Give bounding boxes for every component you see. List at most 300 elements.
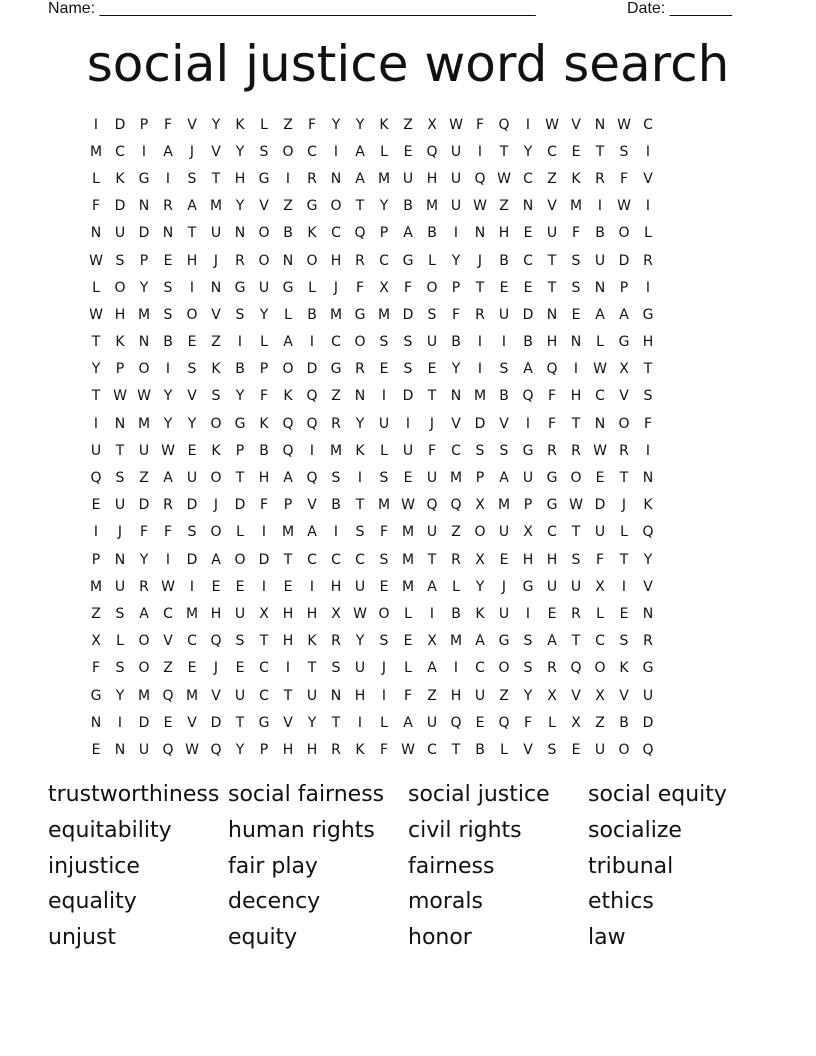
grid-letter[interactable]: O [354, 334, 366, 351]
grid-letter[interactable]: D [258, 551, 270, 568]
grid-letter[interactable]: N [546, 306, 558, 323]
grid-letter[interactable]: M [137, 415, 151, 432]
grid-letter[interactable]: F [427, 442, 437, 459]
grid-letter[interactable]: Q [474, 170, 486, 187]
grid-letter[interactable]: C [355, 551, 365, 568]
grid-letter[interactable]: S [571, 279, 581, 296]
grid-letter[interactable]: Y [475, 578, 485, 595]
grid-letter[interactable]: Q [306, 415, 318, 432]
grid-letter[interactable]: S [115, 470, 125, 487]
grid-letter[interactable]: Y [451, 361, 461, 378]
grid-letter[interactable]: Z [139, 470, 149, 487]
grid-letter[interactable]: H [354, 687, 366, 704]
grid-letter[interactable]: G [258, 714, 270, 731]
grid-letter[interactable]: W [185, 741, 199, 758]
grid-letter[interactable]: I [453, 660, 459, 677]
grid-letter[interactable]: T [211, 170, 221, 187]
grid-letter[interactable]: F [259, 497, 269, 514]
grid-letter[interactable]: C [259, 687, 269, 704]
grid-letter[interactable]: Y [451, 252, 461, 269]
grid-letter[interactable]: R [331, 633, 341, 650]
grid-letter[interactable]: E [283, 578, 293, 595]
grid-letter[interactable]: N [642, 605, 654, 622]
grid-letter[interactable]: K [283, 388, 293, 405]
grid-letter[interactable]: E [379, 578, 389, 595]
grid-letter[interactable]: Q [90, 470, 102, 487]
grid-letter[interactable]: E [403, 633, 413, 650]
grid-letter[interactable]: G [138, 170, 150, 187]
grid-letter[interactable]: Y [259, 306, 269, 323]
grid-letter[interactable]: T [235, 470, 245, 487]
grid-letter[interactable]: I [381, 388, 387, 405]
grid-letter[interactable]: U [426, 470, 438, 487]
grid-letter[interactable]: H [426, 170, 438, 187]
grid-letter[interactable]: W [401, 497, 415, 514]
grid-letter[interactable]: Q [162, 741, 174, 758]
grid-letter[interactable]: S [571, 551, 581, 568]
grid-letter[interactable]: H [282, 605, 294, 622]
grid-letter[interactable]: Q [522, 388, 534, 405]
grid-letter[interactable]: D [306, 361, 318, 378]
grid-letter[interactable]: E [91, 741, 101, 758]
grid-letter[interactable]: I [165, 361, 171, 378]
grid-letter[interactable]: I [357, 714, 363, 731]
grid-letter[interactable]: J [117, 524, 123, 541]
grid-letter[interactable]: T [355, 497, 365, 514]
grid-letter[interactable]: R [163, 497, 173, 514]
grid-letter[interactable]: I [309, 578, 315, 595]
grid-letter[interactable]: M [329, 442, 343, 459]
grid-letter[interactable]: L [380, 143, 388, 160]
grid-letter[interactable]: S [619, 143, 629, 160]
grid-letter[interactable]: A [523, 361, 533, 378]
grid-letter[interactable]: O [282, 361, 294, 378]
grid-letter[interactable]: E [619, 605, 629, 622]
grid-letter[interactable]: K [571, 170, 581, 187]
grid-letter[interactable]: A [163, 470, 173, 487]
grid-letter[interactable]: R [139, 578, 149, 595]
grid-letter[interactable]: N [90, 225, 102, 242]
grid-letter[interactable]: Q [426, 497, 438, 514]
grid-letter[interactable]: A [427, 660, 437, 677]
grid-letter[interactable]: E [547, 605, 557, 622]
grid-letter[interactable]: L [404, 660, 412, 677]
grid-letter[interactable]: Q [210, 633, 222, 650]
grid-letter[interactable]: N [114, 551, 126, 568]
grid-letter[interactable]: Z [595, 714, 605, 731]
grid-letter[interactable]: O [570, 470, 582, 487]
grid-letter[interactable]: A [355, 170, 365, 187]
grid-letter[interactable]: K [475, 605, 485, 622]
grid-letter[interactable]: H [498, 225, 510, 242]
grid-letter[interactable]: S [163, 306, 173, 323]
grid-letter[interactable]: Y [187, 415, 197, 432]
grid-letter[interactable]: D [642, 714, 654, 731]
grid-letter[interactable]: T [547, 279, 557, 296]
grid-letter[interactable]: V [283, 714, 293, 731]
grid-letter[interactable]: O [306, 252, 318, 269]
grid-letter[interactable]: I [309, 442, 315, 459]
grid-letter[interactable]: I [189, 578, 195, 595]
grid-letter[interactable]: C [331, 551, 341, 568]
grid-letter[interactable]: Z [499, 198, 509, 215]
grid-letter[interactable]: M [401, 551, 415, 568]
grid-letter[interactable]: T [331, 714, 341, 731]
grid-letter[interactable]: Z [91, 605, 101, 622]
grid-letter[interactable]: K [307, 225, 317, 242]
grid-letter[interactable]: F [163, 116, 173, 133]
grid-letter[interactable]: T [571, 524, 581, 541]
grid-letter[interactable]: F [403, 279, 413, 296]
grid-letter[interactable]: A [547, 633, 557, 650]
grid-letter[interactable]: U [594, 524, 606, 541]
grid-letter[interactable]: O [618, 225, 630, 242]
grid-letter[interactable]: K [619, 660, 629, 677]
grid-letter[interactable]: O [138, 660, 150, 677]
grid-letter[interactable]: S [115, 252, 125, 269]
grid-letter[interactable]: A [211, 551, 221, 568]
grid-letter[interactable]: Z [331, 388, 341, 405]
grid-letter[interactable]: Q [642, 741, 654, 758]
grid-letter[interactable]: Y [235, 198, 245, 215]
grid-letter[interactable]: W [89, 306, 103, 323]
grid-letter[interactable]: N [522, 198, 534, 215]
grid-letter[interactable]: O [186, 306, 198, 323]
grid-letter[interactable]: T [571, 633, 581, 650]
grid-letter[interactable]: J [213, 252, 219, 269]
grid-letter[interactable]: O [282, 143, 294, 160]
grid-letter[interactable]: S [115, 605, 125, 622]
grid-letter[interactable]: F [307, 116, 317, 133]
grid-letter[interactable]: R [451, 551, 461, 568]
grid-letter[interactable]: U [186, 470, 198, 487]
grid-letter[interactable]: W [161, 578, 175, 595]
grid-letter[interactable]: P [235, 442, 245, 459]
grid-letter[interactable]: I [189, 279, 195, 296]
grid-letter[interactable]: D [618, 252, 630, 269]
grid-letter[interactable]: U [474, 687, 486, 704]
grid-letter[interactable]: I [645, 279, 651, 296]
grid-letter[interactable]: S [163, 279, 173, 296]
grid-letter[interactable]: L [620, 524, 628, 541]
grid-letter[interactable]: F [643, 415, 653, 432]
grid-letter[interactable]: H [282, 633, 294, 650]
grid-letter[interactable]: V [643, 170, 653, 187]
grid-letter[interactable]: U [114, 225, 126, 242]
grid-letter[interactable]: U [450, 170, 462, 187]
grid-letter[interactable]: Y [643, 551, 653, 568]
grid-letter[interactable]: G [234, 415, 246, 432]
grid-letter[interactable]: I [165, 170, 171, 187]
grid-letter[interactable]: B [163, 334, 173, 351]
grid-letter[interactable]: O [234, 551, 246, 568]
grid-letter[interactable]: M [449, 470, 463, 487]
grid-letter[interactable]: D [522, 306, 534, 323]
grid-letter[interactable]: V [187, 714, 197, 731]
grid-letter[interactable]: C [259, 660, 269, 677]
grid-letter[interactable]: S [379, 334, 389, 351]
grid-letter[interactable]: E [91, 497, 101, 514]
grid-letter[interactable]: U [546, 578, 558, 595]
grid-letter[interactable]: Z [427, 687, 437, 704]
grid-letter[interactable]: G [306, 198, 318, 215]
grid-letter[interactable]: G [402, 252, 414, 269]
grid-letter[interactable]: L [644, 225, 652, 242]
grid-letter[interactable]: U [642, 687, 654, 704]
grid-letter[interactable]: B [259, 442, 269, 459]
grid-letter[interactable]: O [138, 633, 150, 650]
grid-letter[interactable]: G [258, 170, 270, 187]
grid-letter[interactable]: M [401, 524, 415, 541]
grid-letter[interactable]: Q [498, 116, 510, 133]
grid-letter[interactable]: S [499, 442, 509, 459]
grid-letter[interactable]: L [116, 633, 124, 650]
grid-letter[interactable]: Q [282, 442, 294, 459]
grid-letter[interactable]: T [643, 361, 653, 378]
grid-letter[interactable]: Q [306, 470, 318, 487]
grid-letter[interactable]: T [547, 252, 557, 269]
grid-letter[interactable]: B [331, 497, 341, 514]
grid-letter[interactable]: P [523, 497, 533, 514]
grid-letter[interactable]: O [210, 415, 222, 432]
grid-letter[interactable]: H [522, 551, 534, 568]
grid-letter[interactable]: W [569, 497, 583, 514]
grid-letter[interactable]: D [186, 497, 198, 514]
grid-letter[interactable]: A [499, 470, 509, 487]
grid-letter[interactable]: O [258, 252, 270, 269]
grid-letter[interactable]: Y [523, 143, 533, 160]
grid-letter[interactable]: F [91, 660, 101, 677]
grid-letter[interactable]: O [114, 279, 126, 296]
grid-letter[interactable]: X [331, 605, 341, 622]
grid-letter[interactable]: Y [91, 361, 101, 378]
grid-letter[interactable]: Y [235, 388, 245, 405]
grid-letter[interactable]: A [283, 334, 293, 351]
grid-letter[interactable]: T [91, 334, 101, 351]
grid-letter[interactable]: I [429, 605, 435, 622]
grid-letter[interactable]: M [473, 388, 487, 405]
grid-letter[interactable]: F [355, 279, 365, 296]
grid-letter[interactable]: L [260, 116, 268, 133]
grid-letter[interactable]: I [477, 334, 483, 351]
grid-letter[interactable]: C [547, 143, 557, 160]
grid-letter[interactable]: C [427, 741, 437, 758]
grid-letter[interactable]: E [571, 306, 581, 323]
grid-letter[interactable]: A [163, 143, 173, 160]
grid-letter[interactable]: Q [450, 497, 462, 514]
grid-letter[interactable]: V [187, 388, 197, 405]
grid-letter[interactable]: V [259, 198, 269, 215]
grid-letter[interactable]: M [377, 306, 391, 323]
grid-letter[interactable]: S [187, 170, 197, 187]
grid-letter[interactable]: B [451, 334, 461, 351]
grid-letter[interactable]: T [427, 551, 437, 568]
grid-letter[interactable]: I [405, 415, 411, 432]
grid-letter[interactable]: Q [162, 687, 174, 704]
grid-letter[interactable]: H [306, 605, 318, 622]
grid-letter[interactable]: D [138, 497, 150, 514]
grid-letter[interactable]: K [355, 741, 365, 758]
grid-letter[interactable]: A [619, 306, 629, 323]
grid-letter[interactable]: X [523, 524, 533, 541]
grid-letter[interactable]: V [619, 687, 629, 704]
grid-letter[interactable]: X [475, 551, 485, 568]
grid-letter[interactable]: X [595, 687, 605, 704]
grid-letter[interactable]: G [546, 470, 558, 487]
grid-letter[interactable]: W [617, 198, 631, 215]
grid-letter[interactable]: G [642, 306, 654, 323]
grid-letter[interactable]: E [475, 714, 485, 731]
grid-letter[interactable]: E [403, 470, 413, 487]
grid-letter[interactable]: U [498, 306, 510, 323]
grid-letter[interactable]: R [475, 306, 485, 323]
grid-letter[interactable]: M [497, 497, 511, 514]
grid-letter[interactable]: K [379, 116, 389, 133]
grid-letter[interactable]: O [426, 279, 438, 296]
grid-letter[interactable]: U [354, 660, 366, 677]
grid-letter[interactable]: Y [355, 633, 365, 650]
grid-letter[interactable]: I [285, 170, 291, 187]
grid-letter[interactable]: J [477, 252, 483, 269]
grid-letter[interactable]: L [548, 714, 556, 731]
grid-letter[interactable]: K [211, 442, 221, 459]
grid-letter[interactable]: W [161, 442, 175, 459]
grid-letter[interactable]: T [283, 687, 293, 704]
grid-letter[interactable]: X [571, 714, 581, 731]
grid-letter[interactable]: F [259, 388, 269, 405]
grid-letter[interactable]: H [642, 334, 654, 351]
grid-letter[interactable]: P [115, 361, 125, 378]
grid-letter[interactable]: I [285, 660, 291, 677]
grid-letter[interactable]: S [211, 388, 221, 405]
grid-letter[interactable]: R [595, 170, 605, 187]
grid-letter[interactable]: S [499, 361, 509, 378]
grid-letter[interactable]: J [213, 497, 219, 514]
grid-letter[interactable]: H [306, 741, 318, 758]
grid-letter[interactable]: T [235, 714, 245, 731]
grid-letter[interactable]: V [571, 687, 581, 704]
grid-letter[interactable]: E [187, 334, 197, 351]
grid-letter[interactable]: P [139, 116, 149, 133]
grid-letter[interactable]: D [234, 497, 246, 514]
grid-letter[interactable]: R [307, 170, 317, 187]
grid-letter[interactable]: G [522, 578, 534, 595]
grid-letter[interactable]: N [210, 279, 222, 296]
grid-letter[interactable]: Z [499, 687, 509, 704]
grid-letter[interactable]: S [331, 660, 341, 677]
grid-letter[interactable]: T [619, 470, 629, 487]
grid-letter[interactable]: Q [642, 524, 654, 541]
grid-letter[interactable]: P [259, 741, 269, 758]
grid-letter[interactable]: T [475, 279, 485, 296]
grid-letter[interactable]: T [283, 551, 293, 568]
grid-letter[interactable]: R [355, 252, 365, 269]
grid-letter[interactable]: T [259, 633, 269, 650]
grid-letter[interactable]: E [571, 741, 581, 758]
grid-letter[interactable]: E [523, 279, 533, 296]
grid-letter[interactable]: N [354, 388, 366, 405]
grid-letter[interactable]: J [381, 660, 387, 677]
grid-letter[interactable]: W [593, 361, 607, 378]
grid-letter[interactable]: I [93, 116, 99, 133]
grid-letter[interactable]: U [426, 714, 438, 731]
grid-letter[interactable]: C [187, 633, 197, 650]
grid-letter[interactable]: B [307, 306, 317, 323]
grid-letter[interactable]: M [185, 605, 199, 622]
grid-letter[interactable]: P [91, 551, 101, 568]
grid-letter[interactable]: I [165, 551, 171, 568]
grid-letter[interactable]: C [115, 143, 125, 160]
grid-letter[interactable]: C [643, 116, 653, 133]
grid-letter[interactable]: X [595, 578, 605, 595]
grid-letter[interactable]: T [451, 741, 461, 758]
grid-letter[interactable]: F [91, 198, 101, 215]
grid-letter[interactable]: S [331, 470, 341, 487]
grid-letter[interactable]: F [451, 306, 461, 323]
grid-letter[interactable]: U [402, 442, 414, 459]
grid-letter[interactable]: H [282, 741, 294, 758]
grid-letter[interactable]: S [523, 633, 533, 650]
grid-letter[interactable]: T [595, 143, 605, 160]
grid-letter[interactable]: R [355, 361, 365, 378]
grid-letter[interactable]: S [523, 660, 533, 677]
grid-letter[interactable]: G [522, 442, 534, 459]
grid-letter[interactable]: E [163, 714, 173, 731]
grid-letter[interactable]: Q [426, 143, 438, 160]
grid-letter[interactable]: I [357, 470, 363, 487]
grid-letter[interactable]: K [115, 334, 125, 351]
grid-letter[interactable]: U [570, 578, 582, 595]
grid-letter[interactable]: C [523, 252, 533, 269]
grid-letter[interactable]: N [450, 388, 462, 405]
grid-letter[interactable]: G [90, 687, 102, 704]
grid-letter[interactable]: N [594, 279, 606, 296]
grid-letter[interactable]: I [309, 334, 315, 351]
grid-letter[interactable]: W [617, 116, 631, 133]
grid-letter[interactable]: Y [331, 116, 341, 133]
grid-letter[interactable]: B [283, 225, 293, 242]
grid-letter[interactable]: C [331, 225, 341, 242]
grid-letter[interactable]: K [307, 633, 317, 650]
grid-letter[interactable]: V [307, 497, 317, 514]
grid-letter[interactable]: V [523, 741, 533, 758]
grid-letter[interactable]: U [138, 741, 150, 758]
grid-letter[interactable]: W [497, 170, 511, 187]
grid-letter[interactable]: Q [354, 225, 366, 242]
grid-letter[interactable]: V [571, 116, 581, 133]
grid-letter[interactable]: C [595, 388, 605, 405]
grid-letter[interactable]: T [187, 225, 197, 242]
grid-letter[interactable]: N [642, 470, 654, 487]
grid-letter[interactable]: S [427, 306, 437, 323]
grid-letter[interactable]: H [546, 334, 558, 351]
grid-letter[interactable]: L [596, 334, 604, 351]
grid-letter[interactable]: A [403, 225, 413, 242]
grid-letter[interactable]: U [114, 578, 126, 595]
grid-letter[interactable]: E [235, 578, 245, 595]
grid-letter[interactable]: S [235, 306, 245, 323]
grid-letter[interactable]: I [333, 524, 339, 541]
grid-letter[interactable]: L [452, 578, 460, 595]
grid-letter[interactable]: L [284, 306, 292, 323]
grid-letter[interactable]: O [258, 225, 270, 242]
grid-letter[interactable]: O [330, 198, 342, 215]
grid-letter[interactable]: I [117, 714, 123, 731]
grid-letter[interactable]: B [451, 605, 461, 622]
grid-letter[interactable]: J [621, 497, 627, 514]
grid-letter[interactable]: L [596, 605, 604, 622]
grid-letter[interactable]: S [235, 633, 245, 650]
